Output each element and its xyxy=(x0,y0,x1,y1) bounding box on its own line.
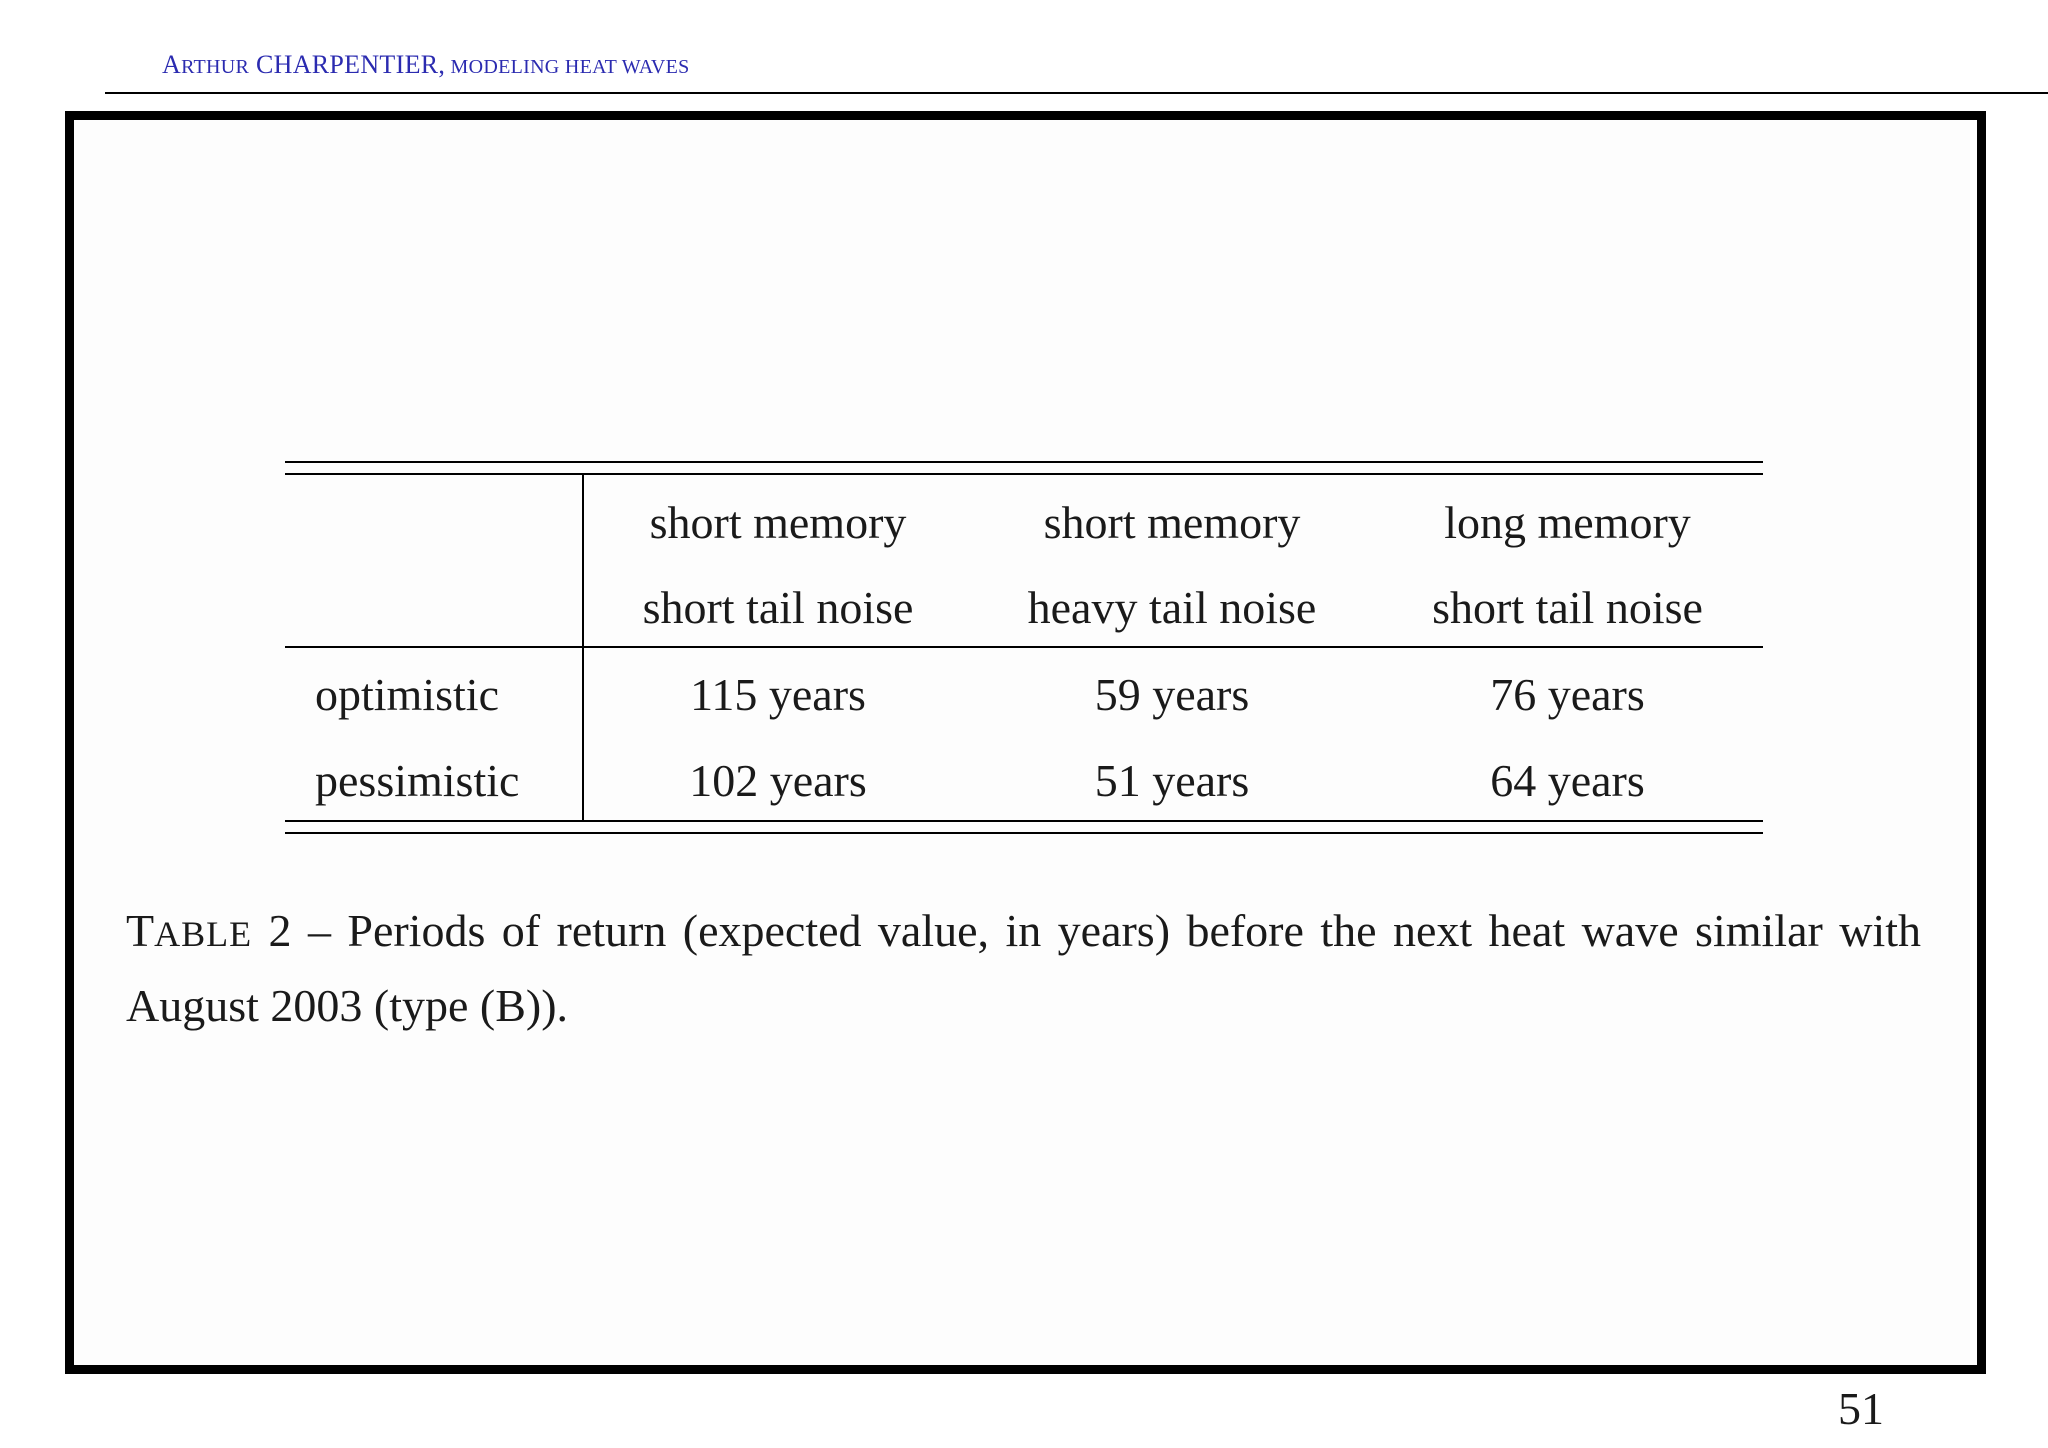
caption-label-initial: T xyxy=(126,905,155,956)
column-header-2-line-1: short memory xyxy=(1043,497,1301,548)
table-header-rule xyxy=(285,646,1763,648)
table-cell: 76 years xyxy=(1490,669,1645,720)
page-number: 51 xyxy=(1838,1383,1884,1434)
table-bottom-double-rule xyxy=(285,820,1763,834)
caption-label-rest: ABLE xyxy=(154,914,253,954)
column-header-3-line-1: long memory xyxy=(1444,497,1691,548)
table-cell: 102 years xyxy=(689,755,867,806)
header-subject: MODELING HEAT WAVES xyxy=(445,56,690,78)
table-caption xyxy=(126,895,1921,1042)
table-cell: 59 years xyxy=(1094,669,1250,720)
header-author-initial: A xyxy=(162,50,182,79)
column-header-1-line-2: short tail noise xyxy=(642,582,914,633)
header-rule xyxy=(105,92,2048,94)
caption-number: 2 xyxy=(252,905,292,956)
row-label-optimistic: optimistic xyxy=(315,669,499,720)
table-top-double-rule xyxy=(285,461,1763,475)
slide-frame xyxy=(65,111,1986,1374)
running-header xyxy=(162,50,690,80)
column-header-3-line-2: short tail noise xyxy=(1432,582,1703,633)
table-cell: 64 years xyxy=(1490,755,1645,806)
header-author-first-name: RTHUR xyxy=(181,56,250,78)
caption-text: – Periods of return (expected value, in years) before the next heat wave similar with August 2003 (type (B)). xyxy=(126,905,1921,1031)
column-header-2-line-2: heavy tail noise xyxy=(1027,582,1317,633)
table-cell: 115 years xyxy=(690,669,866,720)
row-label-pessimistic: pessimistic xyxy=(315,755,520,806)
header-author-surname: CHARPENTIER, xyxy=(249,50,446,79)
column-header-1-line-1: short memory xyxy=(649,497,907,548)
table-cell: 51 years xyxy=(1094,755,1250,806)
